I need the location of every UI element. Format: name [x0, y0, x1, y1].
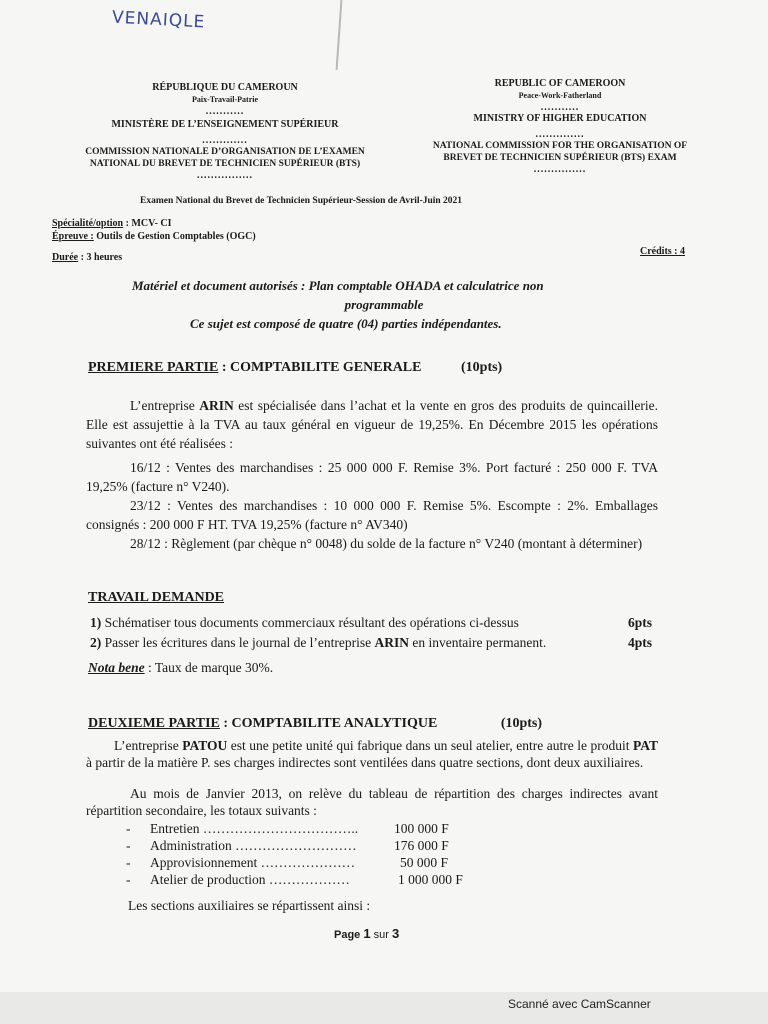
operation-16-12: 16/12 : Ventes des marchandises : 25 000 000 F. Remise 3%. Port facturé : 250 000 F. TVA 19,25% (facture n° V240).	[86, 460, 658, 494]
charge-label: Atelier de production ………………	[150, 872, 350, 887]
part2-intro-text: est une petite unité qui fabrique dans un seul atelier, entre autre le produit	[227, 738, 633, 753]
nota-bene-label: Nota bene	[88, 660, 145, 675]
header-right-country: REPUBLIC OF CAMEROON	[494, 78, 626, 89]
part2-title	[88, 716, 542, 732]
charge-value: 176 000 F	[394, 838, 449, 853]
authorized-line3: Ce sujet est composé de quatre (04) parties indépendantes.	[190, 316, 502, 331]
page-number	[334, 926, 399, 941]
part1-title-rest: : COMPTABILITE GENERALE	[218, 360, 422, 375]
header-right-ministry: MINISTRY OF HIGHER EDUCATION	[473, 113, 647, 124]
charge-row	[126, 837, 506, 854]
charge-bullet: -	[126, 872, 131, 887]
question-2-text: en inventaire permanent.	[409, 635, 547, 650]
charge-label: Approvisionnement …………………	[150, 855, 356, 870]
company-name: ARIN	[374, 635, 410, 650]
header-right-commission: BREVET DE TECHNICIEN SUPÉRIEUR (BTS) EXAM	[443, 153, 677, 163]
nota-bene	[88, 660, 273, 676]
part1-title-label: PREMIERE PARTIE	[88, 360, 219, 375]
question-1-number: 1)	[90, 615, 102, 630]
scanner-watermark: Scanné avec CamScanner	[508, 997, 651, 1011]
authorized-line1: Matériel et document autorisés : Plan comptable OHADA et calculatrice non	[132, 278, 544, 293]
speciality-label: Spécialité/option	[52, 218, 124, 229]
operation-28-12: 28/12 : Règlement (par chèque n° 0048) du solde de la facture n° V240 (montant à déterminer)	[130, 536, 643, 551]
charge-row	[126, 871, 506, 888]
question-2-number: 2)	[90, 635, 102, 650]
epreuve-value: Outils de Gestion Comptables (OGC)	[93, 231, 256, 242]
part2-paragraph: Au mois de Janvier 2013, on relève du tableau de répartition des charges indirectes avant répartition secondaire, les totaux suivants :	[86, 786, 658, 818]
question-1-text: Schématiser tous documents commerciaux résultant des opérations ci-dessus	[101, 615, 519, 630]
page-number-current: 1	[363, 926, 371, 941]
charge-bullet: -	[126, 821, 131, 836]
part1-points: (10pts)	[461, 360, 503, 375]
header-left-country: RÉPUBLIQUE DU CAMEROUN	[152, 82, 298, 93]
part2-title-label: DEUXIEME PARTIE	[88, 716, 220, 731]
header-left-ministry: MINISTÈRE DE L’ENSEIGNEMENT SUPÉRIEUR	[111, 119, 339, 130]
charge-value: 1 000 000 F	[398, 872, 463, 887]
header-left-dots: ................	[197, 170, 253, 181]
header-left-commission: COMMISSION NATIONALE D’ORGANISATION DE L’EXAMEN	[85, 147, 365, 157]
charge-row	[126, 820, 506, 837]
charge-value: 50 000 F	[400, 855, 449, 870]
part2-intro	[86, 737, 658, 771]
page-number-text: Page	[334, 929, 364, 941]
header-left-dots: ...........	[205, 106, 245, 117]
question-2	[90, 635, 546, 651]
part1-title	[88, 360, 502, 376]
charge-value: 100 000 F	[394, 821, 449, 836]
authorized-line2: programmable	[344, 297, 424, 312]
page-number-text: sur	[370, 929, 392, 941]
duree-label: Durée	[52, 252, 79, 263]
epreuve-line	[52, 231, 256, 242]
charge-label: Entretien ……………………………..	[150, 821, 359, 836]
question-2-text: Passer les écritures dans le journal de l’entreprise	[101, 635, 375, 650]
header-right	[400, 78, 720, 175]
header-right-commission: NATIONAL COMMISSION FOR THE ORGANISATION OF	[432, 141, 688, 151]
handwritten-note: VENAIQLE	[111, 7, 206, 33]
header-left	[60, 82, 390, 181]
company-name: ARIN	[199, 398, 234, 413]
speciality-value: : MCV- CI	[123, 218, 172, 229]
part1-intro	[86, 396, 658, 453]
charge-row	[126, 854, 506, 871]
company-name: PATOU	[182, 738, 228, 753]
travail-title: TRAVAIL DEMANDE	[88, 590, 225, 605]
question-1	[90, 615, 519, 631]
header-right-dots: ..............	[535, 129, 585, 140]
header-left-commission: NATIONAL DU BREVET DE TECHNICIEN SUPÉRIEUR (BTS)	[89, 159, 361, 169]
header-right-dots: ...........	[540, 102, 580, 113]
exam-title: Examen National du Brevet de Technicien Supérieur-Session de Avril-Juin 2021	[140, 196, 463, 206]
part1-intro-text: L’entreprise	[130, 398, 200, 413]
nota-bene-text: : Taux de marque 30%.	[144, 660, 274, 675]
speciality-line	[52, 218, 172, 229]
part2-intro-text: L’entreprise	[114, 738, 183, 753]
charge-label: Administration ………………………	[150, 838, 357, 853]
part2-title-rest: : COMPTABILITE ANALYTIQUE	[219, 716, 438, 731]
header-right-motto: Peace-Work-Fatherland	[518, 91, 602, 100]
part2-intro-text: à partir de la matière P. ses charges indirectes sont ventilées dans quatre sections, dont deux auxiliaires.	[86, 755, 644, 770]
page-number-total: 3	[392, 926, 400, 941]
credits: Crédits : 4	[640, 246, 685, 257]
header-right-dots: ...............	[533, 164, 587, 175]
duree-line	[52, 252, 122, 263]
charges-list	[126, 820, 506, 888]
operation-23-12: 23/12 : Ventes des marchandises : 10 000 000 F. Remise 5%. Escompte : 2%. Emballages consignés : 200 000 F HT. TVA 19,25% (facture n° AV340)	[86, 498, 658, 532]
epreuve-label: Épreuve :	[52, 231, 94, 242]
question-2-points: 4pts	[628, 635, 653, 650]
duree-value: : 3 heures	[78, 252, 123, 263]
part2-points: (10pts)	[500, 716, 543, 731]
question-1-points: 6pts	[628, 615, 653, 630]
header-left-motto: Paix-Travail-Patrie	[191, 95, 259, 104]
charge-bullet: -	[126, 838, 131, 853]
part2-closing: Les sections auxiliaires se répartissent ainsi :	[128, 898, 371, 913]
part1-intro-text: est spécialisée dans l’achat et la vente en gros des produits de quincaillerie. Elle est assujettie à la TVA au taux général en vigueur de 19,25%. En Décembre 2015 les opérations suivantes ont été réalisées :	[86, 398, 658, 451]
charge-bullet: -	[126, 855, 131, 870]
product-name: PAT	[633, 738, 658, 753]
header-left-dots: .............	[202, 135, 248, 146]
